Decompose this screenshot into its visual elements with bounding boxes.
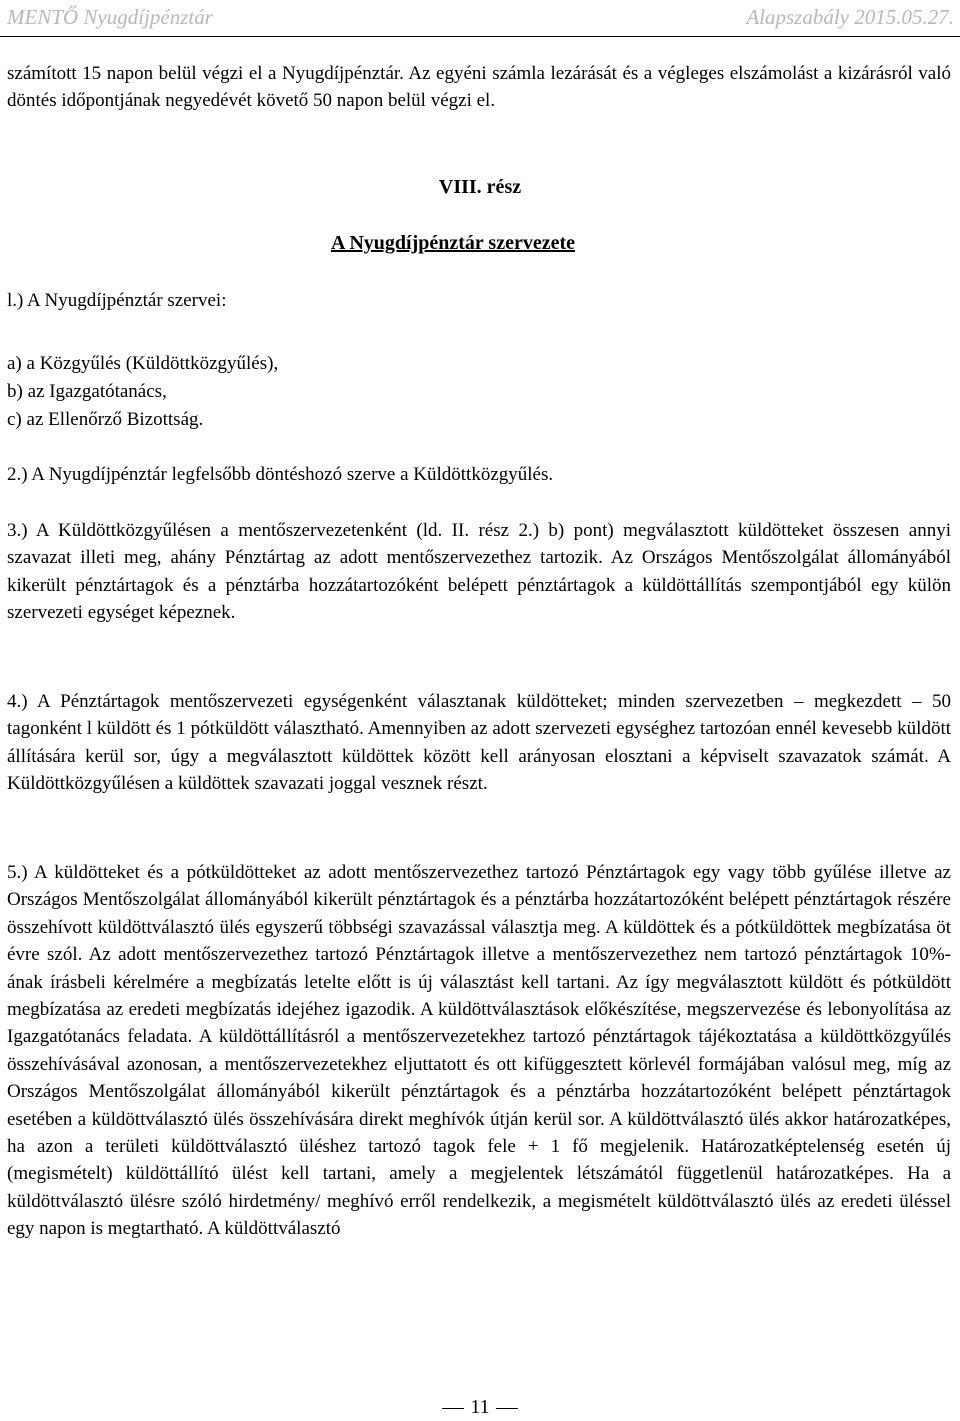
section-5-paragraph: 5.) A küldötteket és a pótküldötteket az adott mentőszervezethez tartozó Pénztártagok egy vagy több gyűlése illetve az Országos Mentőszolgálat állományából kikerült pénztártagok és a pénztárba hozzátartozóként belépett pénztártagok részére összehívott küldöttválasztó ülés egyszerű többségi szavazással választja meg. A küldöttek és a pótküldöttek megbízatása öt évre szól. Az adott mentőszervezethez tartozó Pénztártagok illetve a mentőszervezethez nem tartozó pénztártagok 10%-ának írásbeli kérelmére a megbízatás letelte előtt is új választást kell tartani. Az így megválasztott küldött és pótküldött megbízatása az eredeti megbízatás idejéhez igazodik. A küldöttválasztások előkészítése, megszervezése és lebonyolítása az Igazgatótanács feladata. A küldöttállításról a mentőszervezetekhez tartozó pénztártagok tájékoztatása a küldöttközgyűlés összehívásával azonosan, a mentőszervezetekhez eljuttatott és ott kifüggesztett körlevél formájában valósul meg, míg az Országos Mentőszolgálat állományából kikerült pénztártagok és a pénztárba hozzátartozóként belépett pénztártagok esetében a küldöttválasztó ülés összehívására direkt meghívók útján kerül sor. A küldöttválasztó ülés akkor határozatképes, ha azon a területi küldöttválasztó üléshez tartozó tagok fele + 1 fő megjelenik. Határozatképtelenség esetén új (megismételt) küldöttállító ülést kell tartani, amely a megjelentek létszámától függetlenül határozatképes. Ha a küldöttválasztó ülésre szóló hirdetmény/ meghívó erről rendelkezik, a megismételt küldöttválasztó ülés az eredeti üléssel egy napon is megtartható. A küldöttválasztó [7,862,951,1240]
intro-paragraph: számított 15 napon belül végzi el a Nyugdíjpénztár. Az egyéni számla lezárását és a végleges elszámolást a kizárásról való döntés időpontjának negyedévét követő 50 napon belül végzi el. [7,63,951,112]
section-1-item-a: a) a Közgyűlés (Küldöttközgyűlés), [7,353,279,374]
header-document-date: Alapszabály 2015.05.27. [746,5,954,29]
page-number-value: 11 [470,1396,490,1418]
section-3-paragraph: 3.) A Küldöttközgyűlésen a mentőszervezetenként (ld. II. rész 2.) b) pont) megválasztott küldötteket összesen annyi szavazat illeti meg, ahány Pénztártag az adott mentőszervezethez tartozik. Az Országos Mentőszolgálat állományából kikerült pénztártagok és a pénztárba hozzátartozóként belépett pénztártagok a küldöttállítás szempontjából egy külön szervezeti egységet képeznek. [7,520,951,624]
header-organization: MENTŐ Nyugdíjpénztár [7,5,213,29]
page-number [0,1396,960,1419]
section-1-heading: l.) A Nyugdíjpénztár szervei: [7,290,227,311]
section-1-item-b: b) az Igazgatótanács, [7,381,167,402]
section-1-item-c: c) az Ellenőrző Bizottság. [7,409,204,430]
part-subtitle: A Nyugdíjpénztár szervezete [331,232,576,254]
page-header [0,0,960,37]
part-title: VIII. rész [438,176,522,198]
section-4-paragraph: 4.) A Pénztártagok mentőszervezeti egységenként választanak küldötteket; minden szervezetben – megkezdett – 50 tagonként l küldött és 1 pótküldött választható. Amennyiben az adott szervezeti egységhez tartozóan ennél kevesebb küldött állítására kerül sor, úgy a megválasztott küldöttek között kell arányosan elosztani a képviselt szavazatok számát. A Küldöttközgyűlésen a küldöttek szavazati joggal vesznek részt. [7,691,951,795]
section-2-paragraph: 2.) A Nyugdíjpénztár legfelsőbb döntéshozó szerve a Küldöttközgyűlés. [7,464,554,485]
